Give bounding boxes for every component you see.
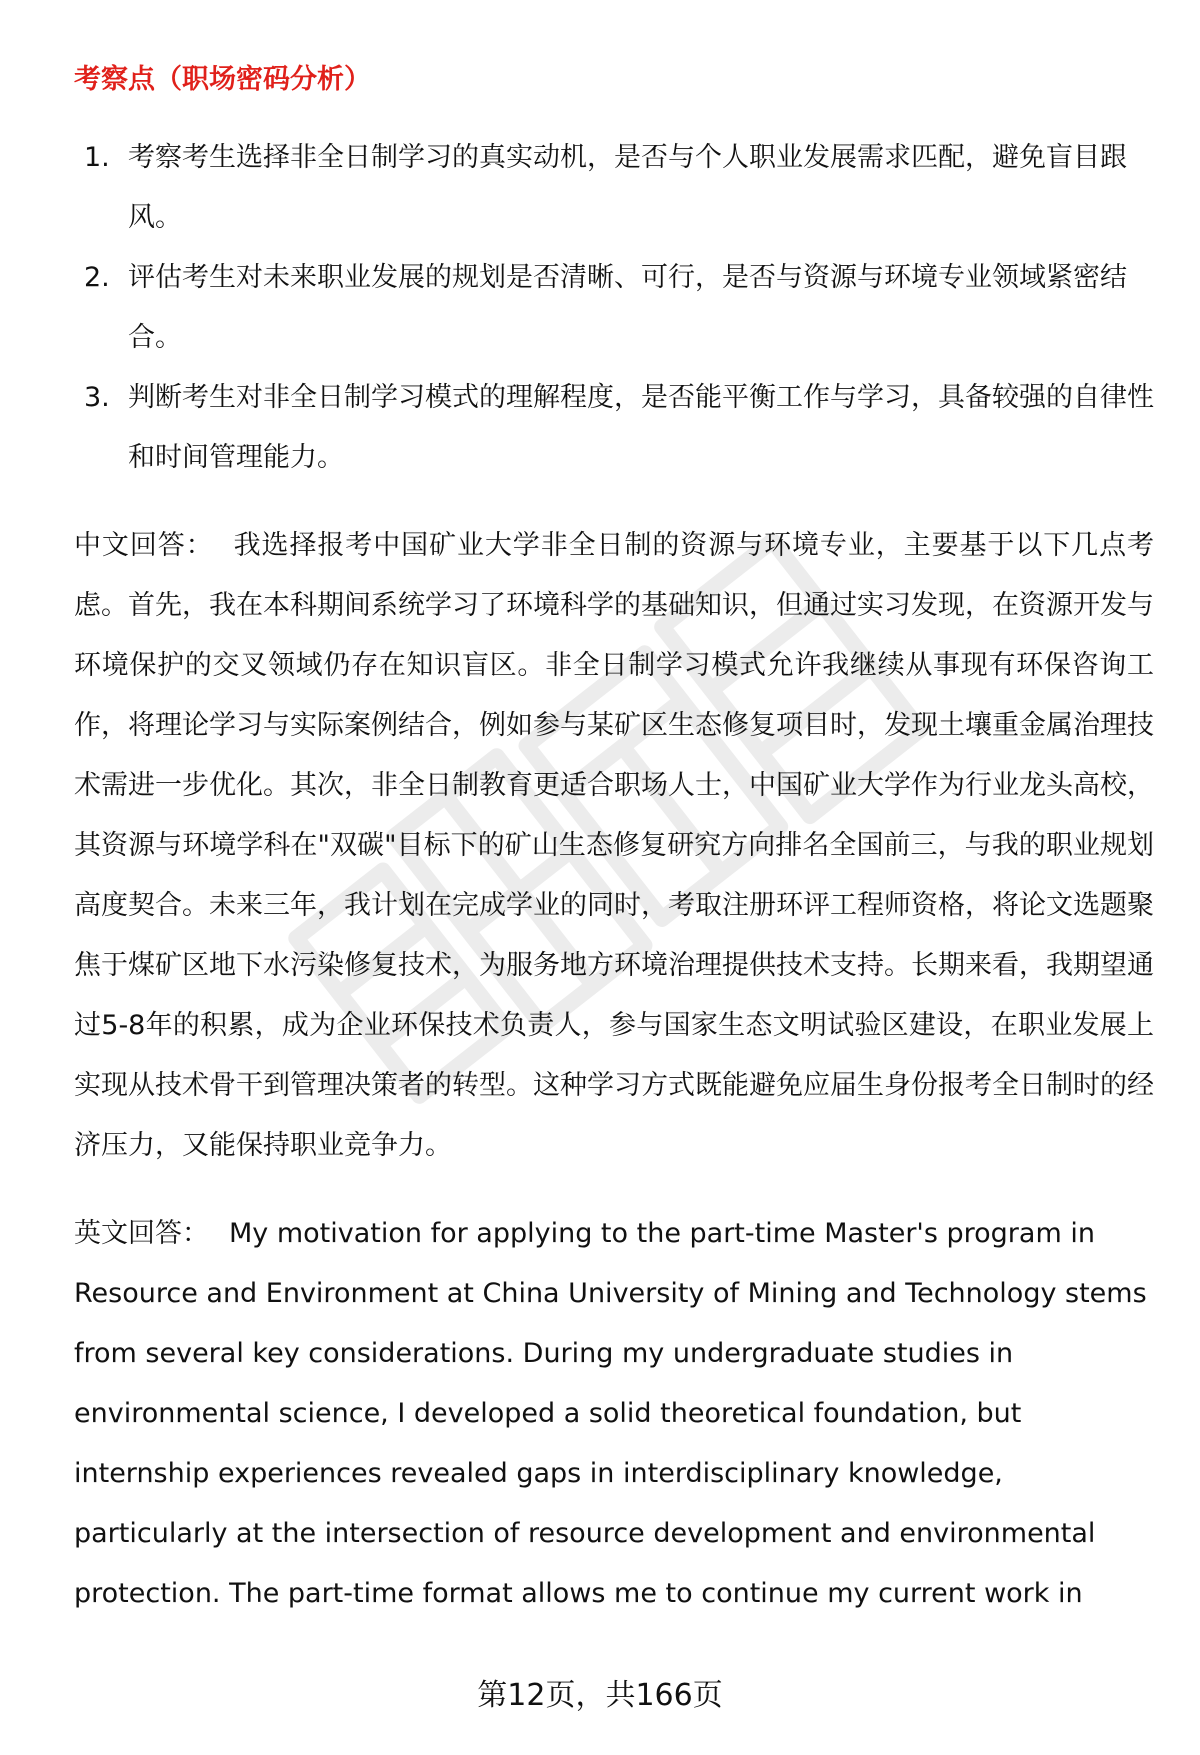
list-item [74, 248, 1154, 368]
list-item-text: 判断考生对非全日制学习模式的理解程度，是否能平衡工作与学习，具备较强的自律性和时间管理能力。 [128, 382, 1154, 473]
list-item-text: 考察考生选择非全日制学习的真实动机，是否与个人职业发展需求匹配，避免盲目跟风。 [128, 142, 1127, 233]
english-answer [74, 1204, 1154, 1624]
chinese-answer [74, 516, 1154, 1176]
list-item-text: 评估考生对未来职业发展的规划是否清晰、可行，是否与资源与环境专业领域紧密结合。 [128, 262, 1127, 353]
list-item-number: 1. [84, 142, 110, 173]
criteria-list [74, 128, 1154, 488]
page-footer: 第12页，共166页 [477, 1678, 723, 1713]
section-title: 考察点（职场密码分析） [74, 64, 371, 95]
english-answer-text: My motivation for applying to the part-time Master's program in Resource and Environment at China University of Mining and Technology stems from several key considerations. During my undergraduate studies in environmental science, I developed a solid theoretical foundation, but internship experiences revealed gaps in interdisciplinary knowledge, particularly at the intersection of resource development and environmental protection. The part-time format allows me to continue my current work in [74, 1218, 1147, 1609]
list-item [74, 128, 1154, 248]
list-item-number: 2. [84, 262, 110, 293]
chinese-answer-text: 我选择报考中国矿业大学非全日制的资源与环境专业，主要基于以下几点考虑。首先，我在本科期间系统学习了环境科学的基础知识，但通过实习发现，在资源开发与环境保护的交叉领域仍存在知识盲区。非全日制学习模式允许我继续从事现有环保咨询工作，将理论学习与实际案例结合，例如参与某矿区生态修复项目时，发现土壤重金属治理技术需进一步优化。其次，非全日制教育更适合职场人士，中国矿业大学作为行业龙头高校，其资源与环境学科在"双碳"目标下的矿山生态修复研究方向排名全国前三，与我的职业规划高度契合。未来三年，我计划在完成学业的同时，考取注册环评工程师资格，将论文选题聚焦于煤矿区地下水污染修复技术，为服务地方环境治理提供技术支持。长期来看，我期望通过5-8年的积累，成为企业环保技术负责人，参与国家生态文明试验区建设，在职业发展上实现从技术骨干到管理决策者的转型。这种学习方式既能避免应届生身份报考全日制时的经济压力，又能保持职业竞争力。 [74, 530, 1155, 1161]
list-item [74, 368, 1154, 488]
chinese-answer-label: 中文回答： [74, 530, 214, 561]
page-content [74, 56, 1154, 1624]
list-item-number: 3. [84, 382, 110, 413]
english-answer-label: 英文回答： [74, 1218, 209, 1249]
